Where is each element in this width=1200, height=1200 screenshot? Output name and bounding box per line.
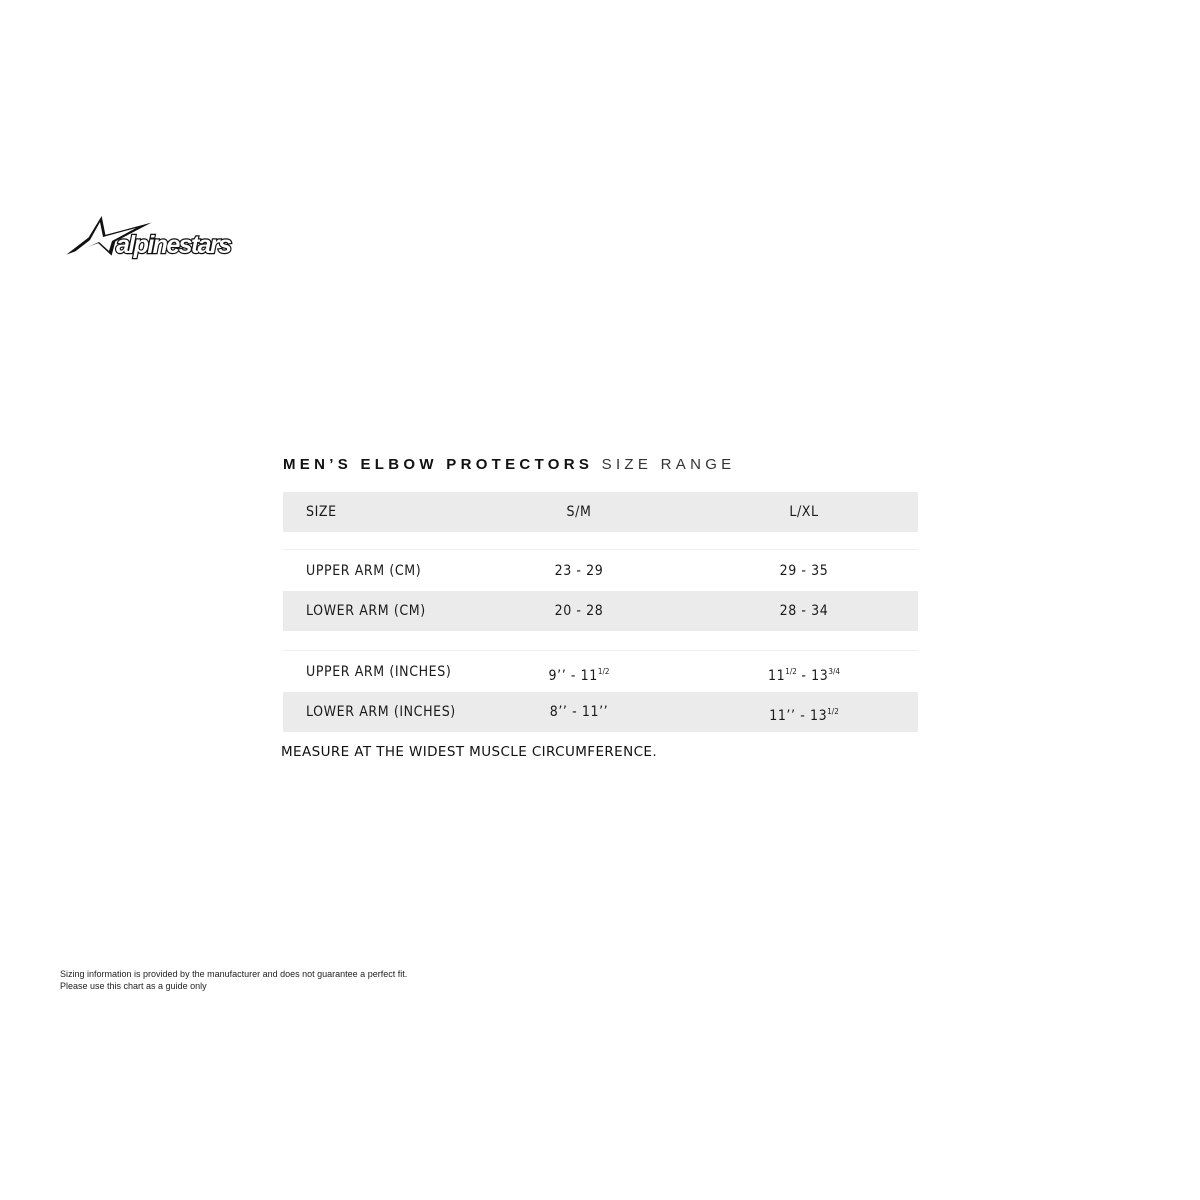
title-product: MEN’S ELBOW PROTECTORS [283, 456, 594, 473]
divider [283, 650, 918, 651]
header-lxl: L/XL [789, 504, 819, 520]
header-sm: S/M [566, 504, 592, 520]
measure-note: MEASURE AT THE WIDEST MUSCLE CIRCUMFERENCE. [281, 744, 658, 760]
disclaimer-line: Sizing information is provided by the manufacturer and does not guarantee a perfect fit. [60, 969, 408, 979]
header-row [283, 492, 918, 532]
cell-sm: 9’’ - $11^{1/2}$ [548, 667, 610, 684]
cell-lxl: 11’’ - $13^{1/2}$ [769, 707, 839, 724]
chart-title [283, 454, 918, 476]
cell-lxl: 28 - 34 [779, 603, 829, 619]
disclaimer-line: Please use this chart as a guide only [60, 981, 207, 991]
row-label: LOWER ARM (INCHES) [306, 704, 456, 720]
row-label: UPPER ARM (INCHES) [306, 664, 452, 680]
size-chart [283, 454, 918, 724]
row-label: UPPER ARM (CM) [306, 563, 422, 579]
cell-sm: 23 - 29 [554, 563, 604, 579]
table-row [283, 692, 918, 732]
header-size-label: SIZE [306, 504, 337, 520]
title-suffix: SIZE RANGE [601, 456, 736, 473]
cell-sm: 20 - 28 [554, 603, 604, 619]
table-row [283, 551, 918, 591]
alpinestars-logo [58, 210, 268, 264]
row-label: LOWER ARM (CM) [306, 603, 426, 619]
table-row [283, 652, 918, 692]
table-row [283, 591, 918, 631]
divider [283, 549, 918, 550]
cell-lxl: 29 - 35 [779, 563, 829, 579]
cell-lxl: $11^{1/2} - 13^{3/4}$ [768, 667, 840, 684]
cell-sm: 8’’ - 11’’ [549, 704, 609, 720]
disclaimer [60, 968, 407, 992]
svg-text:alpinestars: alpinestars [116, 231, 231, 259]
